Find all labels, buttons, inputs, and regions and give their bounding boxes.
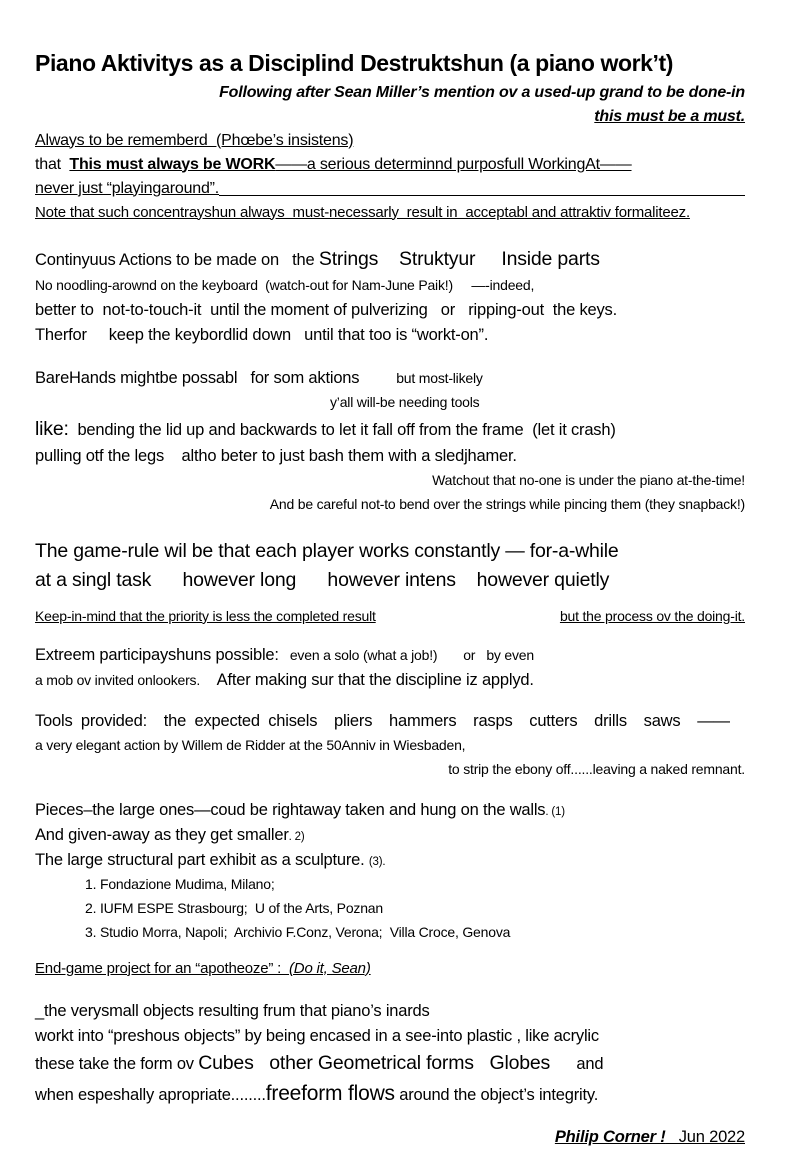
preshous-line [35, 1024, 745, 1049]
text-segment: . 2) [288, 830, 305, 843]
text-segment: that [35, 155, 70, 173]
text-segment: (Do it, Sean) [289, 959, 371, 977]
needing-tools-line [35, 391, 745, 415]
text-segment: (3). [368, 855, 386, 868]
never-playing-line [35, 177, 745, 201]
text-segment: After making sur that the discipline iz applyd. [200, 670, 534, 689]
text-segment: 1. Fondazione Mudima, Milano; [85, 875, 275, 892]
text-segment: Following after Sean Miller’s mention ov a used-up grand to be done-in [219, 83, 745, 101]
text-segment: never just “playingaround”. [35, 179, 220, 197]
text-segment: 2. IUFM ESPE Strasbourg; U of the Arts, Poznan [85, 899, 383, 916]
text-segment: but the process ov the doing-it. [559, 607, 745, 624]
sculpture-line [35, 848, 745, 873]
text-segment: Watchout that no-one is under the piano at-the-time! [432, 472, 745, 488]
end-game-line [35, 957, 745, 981]
venue-1 [35, 873, 745, 897]
text-segment: . (1) [545, 805, 565, 818]
text-segment: Pieces–the large ones—coud be rightaway taken and hung on the walls [35, 800, 546, 819]
tools-line [35, 709, 745, 734]
text-segment: workt into “preshous objects” by being encased in a see-into plastic , like acrylic [35, 1026, 599, 1045]
text-segment: even a solo (what a job!) or by even [278, 646, 534, 663]
subtitle [35, 81, 745, 105]
text-segment: like: [35, 417, 69, 440]
text-segment: Extreem participayshuns possible: [35, 645, 279, 664]
venue-3 [35, 921, 745, 945]
text-segment: y’all will-be needing tools [330, 393, 480, 410]
text-segment: Jun 2022 [665, 1128, 745, 1147]
keep-in-mind-line [35, 606, 745, 627]
note-line [35, 201, 745, 225]
barehands-line [35, 366, 745, 391]
noodling-line [35, 274, 745, 298]
continyuus-line [35, 245, 745, 274]
cubes-line [35, 1049, 745, 1078]
pulling-line [35, 444, 745, 469]
text-segment: at a singl task however long however intens however quietly [35, 569, 610, 592]
text-segment: and [550, 1054, 604, 1073]
text-segment: End-game project for an “apotheoze” : [35, 959, 290, 977]
text-segment: Note that such concentrayshun always must-necessarly result in acceptabl and attraktiv formaliteez. [35, 203, 690, 221]
verysmall-line [35, 999, 745, 1024]
text-segment: Tools provided: the expected chisels pliers hammers rasps cutters drills saws —— [35, 711, 730, 730]
ridder-line [35, 734, 745, 758]
text-segment: Philip Corner ! [554, 1128, 666, 1147]
singl-task-line [35, 566, 745, 595]
text-segment: a mob ov invited onlookers. [35, 671, 201, 688]
freeform-line [35, 1078, 745, 1110]
text-segment: Therfor keep the keybordlid down until that too is “workt-on”. [35, 325, 489, 344]
game-rule-line [35, 537, 745, 566]
text-segment: The game-rule wil be that each player works constantly — for-a-while [35, 540, 619, 562]
text-segment: And be careful not-to bend over the strings while pincing them (they snapback!) [269, 496, 745, 512]
remember-line [35, 129, 745, 153]
text-segment: pulling otf the legs altho beter to just bash them with a sledjhamer. [35, 447, 517, 465]
watchout-line [35, 469, 745, 493]
text-segment: Always to be rememberd (Phœbe’s insistens) [35, 131, 354, 149]
better-line [35, 298, 745, 323]
text-segment: when espeshally apropriate........ [35, 1085, 266, 1104]
text-segment: The large structural part exhibit as a sculpture. [35, 850, 369, 869]
text-segment: _the verysmall objects resulting frum that piano’s inards [35, 1001, 430, 1020]
ebony-line [35, 758, 745, 782]
text-segment: No noodling-arownd on the keyboard (watch-out for Nam-June Paik!) —-indeed, [35, 276, 535, 293]
therfor-line [35, 323, 745, 348]
text-segment: Strings Struktyur Inside parts [318, 247, 600, 270]
subtitle-must [35, 105, 745, 129]
document-title [35, 46, 745, 81]
like-line [35, 415, 745, 444]
text-segment: ——a serious determinnd purposfull WorkingAt—— [275, 155, 632, 173]
text-segment: this must be a must. [594, 107, 745, 125]
blank-underline [219, 195, 745, 196]
text-segment: Piano Aktivitys as a Disciplind Destruktshun (a piano work’t) [35, 50, 674, 76]
text-segment: Keep-in-mind that the priority is less the completed result [35, 607, 376, 624]
text-segment: Continyuus Actions to be made on the [35, 250, 319, 269]
venue-2 [35, 897, 745, 921]
text-segment: This must always be WORK [69, 155, 276, 173]
text-segment: bending the lid up and backwards to let it fall off from the frame (let it crash) [68, 420, 616, 439]
text-segment: BareHands mightbe possabl for som aktions [35, 368, 360, 387]
careful-line [35, 493, 745, 517]
extreem-line [35, 643, 745, 668]
text-segment: Cubes other Geometrical forms Globes [198, 1051, 551, 1074]
text-segment: freeform flows [265, 1081, 395, 1105]
pieces-line [35, 798, 745, 823]
given-away-line [35, 823, 745, 848]
text-segment: a very elegant action by Willem de Ridder at the 50Anniv in Wiesbaden, [35, 736, 466, 753]
text-segment: these take the form ov [35, 1054, 199, 1073]
text-segment: but most-likely [359, 369, 483, 386]
text-segment: to strip the ebony off......leaving a naked remnant. [448, 760, 745, 777]
text-segment: 3. Studio Morra, Napoli; Archivio F.Conz, Verona; Villa Croce, Genova [85, 923, 511, 940]
text-segment: better to not-to-touch-it until the moment of pulverizing or ripping-out the keys. [35, 300, 617, 319]
signature [35, 1125, 745, 1150]
work-rule-line [35, 153, 745, 177]
mob-line [35, 668, 745, 693]
text-segment: around the object’s integrity. [394, 1085, 599, 1104]
text-segment: And given-away as they get smaller [35, 825, 289, 844]
